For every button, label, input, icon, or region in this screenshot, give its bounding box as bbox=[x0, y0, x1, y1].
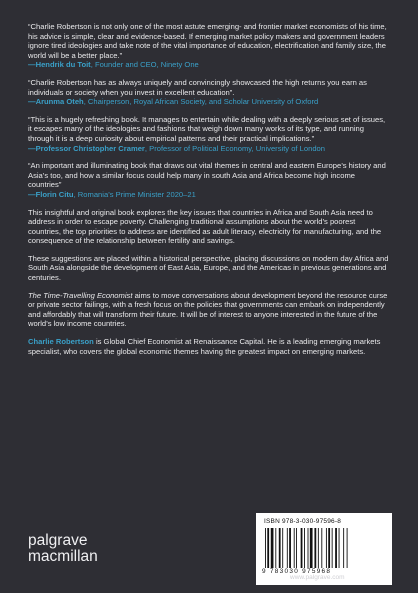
author-name: Charlie Robertson bbox=[28, 337, 94, 347]
endorser-role: , Professor of Political Economy, University of London bbox=[144, 143, 325, 153]
barcode-bars bbox=[264, 528, 384, 568]
description-paragraph: These suggestions are placed within a historical perspective, placing discussions on modern day Africa and South Asia alongside the development of East Asia, Europe, and the Americas in previous generations and centuries. bbox=[28, 253, 389, 283]
endorser-role: , Founder and CEO, Ninety One bbox=[90, 60, 199, 70]
endorsement-text: “Charlie Robertson has as always uniquely and convincingly showcased the high returns you earn as individuals or society when you invest in excellent education”. bbox=[28, 77, 367, 97]
cover-text bbox=[28, 22, 390, 364]
endorsement-attribution bbox=[28, 144, 390, 154]
endorsement-text: “An important and illuminating book that draws out vital themes in central and eastern Europe’s history and Asia’s too, and how a similar focus could help many in south Asia and Africa become high income countries” bbox=[28, 161, 386, 190]
endorser-name: —Hendrik du Toit bbox=[28, 60, 91, 70]
publisher-website: www.palgrave.com bbox=[290, 574, 345, 581]
book-title: The Time-Travelling Economist bbox=[28, 290, 133, 300]
author-bio bbox=[28, 337, 390, 356]
endorser-name: —Professor Christopher Cramer bbox=[28, 143, 145, 153]
endorsement bbox=[28, 115, 390, 153]
endorsement-attribution bbox=[28, 60, 390, 70]
endorsement-attribution bbox=[28, 190, 390, 200]
endorsement-text: “Charlie Robertson is not only one of the most astute emerging- and frontier market economists of his time, his advice is simple, clear and evidence-based. If emerging market policy makers and government leaders ignore tired ideologies and take note of the vital importance of education, electrification and family size, the world will be a better place.” bbox=[28, 22, 387, 60]
endorsement bbox=[28, 161, 390, 199]
endorsement bbox=[28, 78, 390, 107]
barcode-digits: 9 783030 975968 bbox=[262, 568, 332, 575]
endorsement bbox=[28, 22, 390, 70]
endorser-role: , Romania’s Prime Minister 2020–21 bbox=[73, 189, 196, 199]
endorser-name: —Florin Citu bbox=[28, 189, 74, 199]
author-bio-text: is Global Chief Economist at Renaissance Capital. He is a leading emerging markets specialist, who covers the global economic themes having the greatest impact on emerging markets. bbox=[28, 337, 381, 356]
isbn-label: ISBN 978-3-030-97596-8 bbox=[264, 518, 342, 525]
publisher-logo bbox=[28, 533, 98, 565]
description-paragraph bbox=[28, 291, 390, 329]
endorser-name: —Arunma Oteh bbox=[28, 97, 84, 107]
endorsement-text: “This is a hugely refreshing book. It manages to entertain while dealing with a deeply serious set of issues, it escapes many of the ideologies and fashions that weigh down many works of its type, and running through it is a deep curiosity about empirical patterns and their practical implications.” bbox=[28, 114, 386, 143]
description-text: aims to move conversations about development beyond the resource curse or private sector failings, with a fresh focus on the policies that governments can embark on independently and affordably that will transform their future. It will be of interest to anyone interested in the future of the world’s low income countries. bbox=[28, 290, 388, 329]
description-paragraph: This insightful and original book explores the key issues that countries in Africa and South Asia need to address in order to escape poverty. Challenging traditional assumptions about the world’s poorest countries, the top priorities to address are identified as adult literacy, electricity for manufacturing, and the consequence of the relationship between fertility and savings. bbox=[28, 207, 382, 246]
publisher-logo-line: palgrave bbox=[28, 532, 88, 549]
endorsement-attribution bbox=[28, 97, 390, 107]
publisher-logo-line: macmillan bbox=[28, 548, 98, 565]
endorser-role: , Chairperson, Royal African Society, and Scholar University of Oxford bbox=[83, 97, 319, 107]
